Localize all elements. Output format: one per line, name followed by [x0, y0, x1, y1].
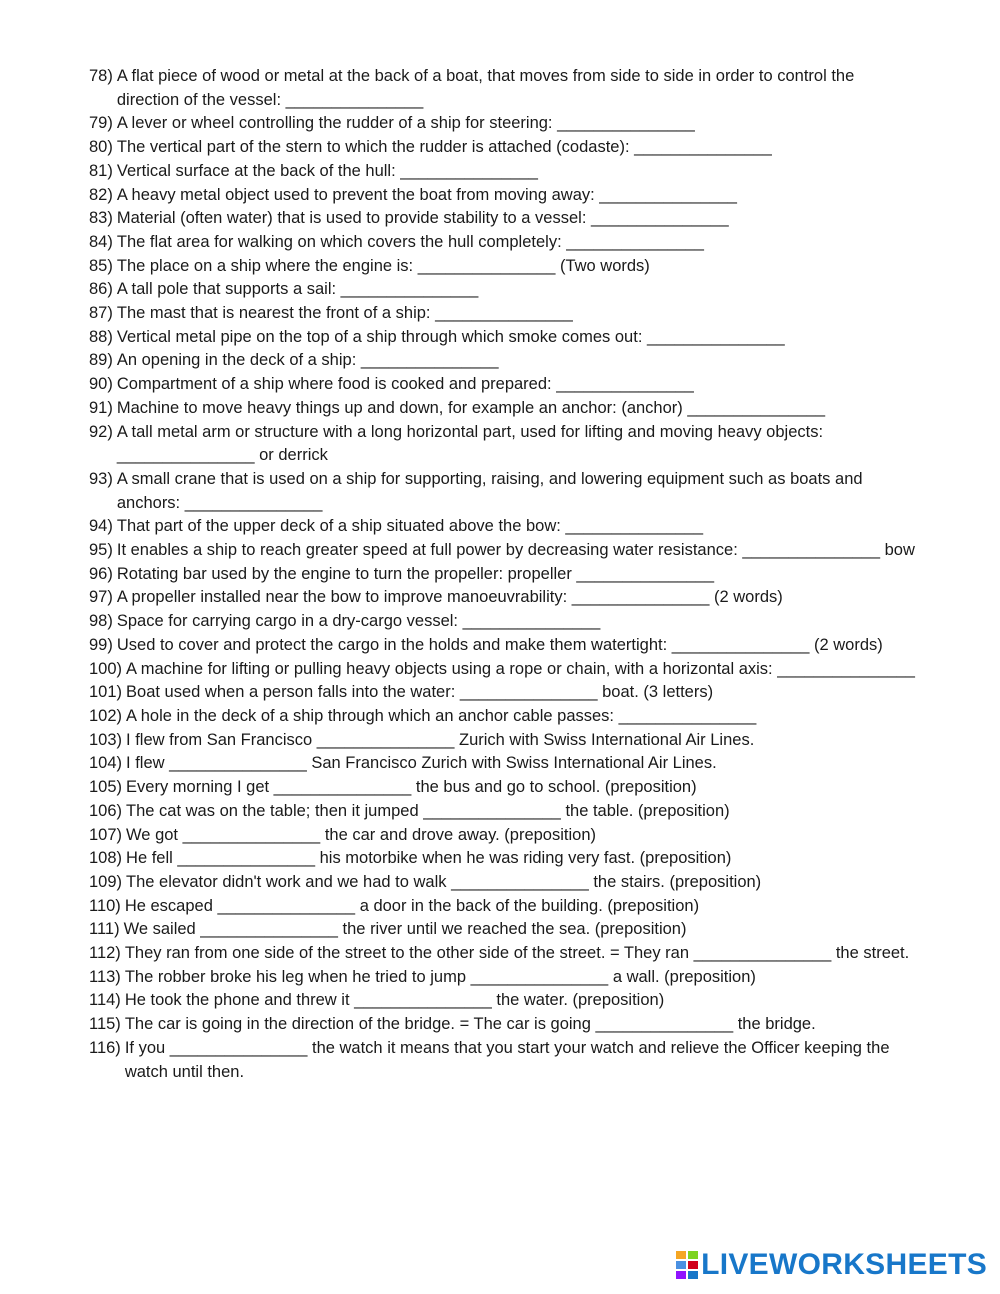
question-text: A tall pole that supports a sail: _______________: [116, 280, 479, 299]
question-number: 93): [89, 469, 113, 488]
question-text: The robber broke his leg when he tried to jump _______________ a wall. (preposition): [124, 967, 756, 986]
question-number: 89): [89, 351, 113, 370]
question-text: A propeller installed near the bow to improve manoeuvrability: _______________ (2 words): [116, 588, 783, 607]
question-number: 100): [89, 659, 123, 678]
question-text: The car is going in the direction of the bridge. = The car is going _______________ the bridge.: [124, 1015, 816, 1034]
question-item: [89, 278, 919, 302]
question-item: [89, 681, 919, 705]
question-text: Used to cover and protect the cargo in the holds and make them watertight: _______________ (2 words): [116, 635, 883, 654]
question-item: [89, 160, 919, 184]
question-number: 87): [89, 304, 113, 323]
liveworksheets-logo-icon: [676, 1251, 698, 1279]
question-text: Machine to move heavy things up and down, for example an anchor: (anchor) _______________: [116, 398, 825, 417]
question-text: The elevator didn't work and we had to walk _______________ the stairs. (preposition): [126, 872, 762, 891]
question-item: [89, 705, 919, 729]
question-item: [89, 800, 919, 824]
question-text: It enables a ship to reach greater speed at full power by decreasing water resistance: _______________ bow: [116, 541, 915, 560]
question-text: A machine for lifting or pulling heavy objects using a rope or chain, with a horizontal axis: _______________: [126, 659, 915, 678]
liveworksheets-logo[interactable]: [676, 1248, 987, 1282]
question-number: 104): [89, 754, 123, 773]
question-text: An opening in the deck of a ship: _______________: [116, 351, 499, 370]
question-number: 101): [89, 683, 123, 702]
question-text: A hole in the deck of a ship through which an anchor cable passes: _______________: [126, 706, 757, 725]
question-text: We sailed _______________ the river until we reached the sea. (preposition): [123, 920, 687, 939]
question-item: [89, 231, 919, 255]
question-number: 102): [89, 706, 123, 725]
question-text: Material (often water) that is used to provide stability to a vessel: _______________: [116, 209, 729, 228]
question-item: [89, 634, 919, 658]
question-number: 114): [89, 991, 121, 1010]
question-item: [89, 776, 919, 800]
question-text: I flew from San Francisco _______________ Zurich with Swiss International Air Lines.: [126, 730, 755, 749]
question-item: [89, 871, 919, 895]
question-text: If you _______________ the watch it means that you start your watch and relieve the Officer keeping the watch until then.: [124, 1038, 890, 1081]
question-text: The flat area for walking on which covers the hull completely: _______________: [116, 232, 704, 251]
question-item: [89, 942, 919, 966]
question-number: 91): [89, 398, 113, 417]
question-item: [89, 207, 919, 231]
question-item: [89, 373, 919, 397]
question-item: [89, 255, 919, 279]
question-item: [89, 515, 919, 539]
question-text: He took the phone and threw it _______________ the water. (preposition): [124, 991, 665, 1010]
question-item: [89, 184, 919, 208]
question-item: [89, 989, 919, 1013]
question-text: A lever or wheel controlling the rudder of a ship for steering: _______________: [116, 114, 695, 133]
question-number: 109): [89, 872, 123, 891]
question-item: [89, 824, 919, 848]
question-list: [89, 65, 919, 1084]
question-item: [89, 136, 919, 160]
question-item: [89, 1013, 919, 1037]
question-text: They ran from one side of the street to the other side of the street. = They ran _______________ the street.: [124, 944, 910, 963]
question-item: [89, 729, 919, 753]
question-item: [89, 112, 919, 136]
question-item: [89, 586, 919, 610]
question-item: [89, 65, 919, 112]
question-number: 113): [89, 967, 121, 986]
question-number: 78): [89, 67, 113, 85]
question-text: A flat piece of wood or metal at the back of a boat, that moves from side to side in order to control the direction of the vessel: _______________: [116, 67, 855, 109]
question-number: 80): [89, 138, 113, 157]
question-item: [89, 421, 919, 468]
question-text: Every morning I get _______________ the bus and go to school. (preposition): [126, 778, 697, 797]
question-text: Vertical metal pipe on the top of a ship through which smoke comes out: _______________: [116, 327, 785, 346]
question-item: [89, 966, 919, 990]
question-number: 115): [89, 1015, 121, 1034]
question-number: 81): [89, 161, 113, 180]
question-number: 111): [89, 920, 120, 939]
question-item: [89, 326, 919, 350]
question-number: 108): [89, 849, 123, 868]
question-text: He escaped _______________ a door in the back of the building. (preposition): [124, 896, 700, 915]
question-item: [89, 610, 919, 634]
question-item: [89, 658, 919, 682]
question-number: 92): [89, 422, 113, 441]
question-item: [89, 847, 919, 871]
question-text: Rotating bar used by the engine to turn the propeller: propeller _______________: [116, 564, 715, 583]
question-text: He fell _______________ his motorbike when he was riding very fast. (preposition): [126, 849, 732, 868]
question-item: [89, 1037, 919, 1084]
logo-text: LIVEWORKSHEETS: [701, 1248, 987, 1281]
question-item: [89, 539, 919, 563]
question-text: Space for carrying cargo in a dry-cargo vessel: _______________: [116, 612, 601, 631]
question-text: That part of the upper deck of a ship situated above the bow: _______________: [116, 517, 704, 536]
question-number: 106): [89, 801, 123, 820]
question-text: A small crane that is used on a ship for supporting, raising, and lowering equipment such as boats and anchors: _______________: [116, 469, 863, 512]
question-number: 79): [89, 114, 113, 133]
question-number: 94): [89, 517, 113, 536]
question-item: [89, 302, 919, 326]
question-number: 110): [89, 896, 121, 915]
question-text: A heavy metal object used to prevent the boat from moving away: _______________: [116, 185, 737, 204]
question-number: 116): [89, 1038, 121, 1057]
question-number: 82): [89, 185, 113, 204]
question-number: 112): [89, 944, 121, 963]
question-number: 98): [89, 612, 113, 631]
question-number: 84): [89, 232, 113, 251]
question-text: The cat was on the table; then it jumped _______________ the table. (preposition): [126, 801, 730, 820]
question-number: 97): [89, 588, 113, 607]
question-item: [89, 918, 919, 942]
question-item: [89, 752, 919, 776]
question-text: Boat used when a person falls into the water: _______________ boat. (3 letters): [126, 683, 714, 702]
question-number: 96): [89, 564, 113, 583]
question-number: 86): [89, 280, 113, 299]
question-number: 103): [89, 730, 123, 749]
question-item: [89, 895, 919, 919]
question-number: 88): [89, 327, 113, 346]
question-number: 95): [89, 541, 113, 560]
question-text: We got _______________ the car and drove away. (preposition): [126, 825, 596, 844]
question-item: [89, 349, 919, 373]
question-item: [89, 563, 919, 587]
question-text: I flew _______________ San Francisco Zurich with Swiss International Air Lines.: [126, 754, 717, 773]
question-number: 90): [89, 375, 113, 394]
question-number: 83): [89, 209, 113, 228]
question-text: Vertical surface at the back of the hull: _______________: [116, 161, 538, 180]
question-text: A tall metal arm or structure with a long horizontal part, used for lifting and moving heavy objects: _______________ or derrick: [116, 422, 824, 465]
question-text: The mast that is nearest the front of a ship: _______________: [116, 304, 573, 323]
question-text: The place on a ship where the engine is: _______________ (Two words): [116, 256, 650, 275]
question-item: [89, 397, 919, 421]
question-text: The vertical part of the stern to which the rudder is attached (codaste): _______________: [116, 138, 772, 157]
question-text: Compartment of a ship where food is cooked and prepared: _______________: [116, 375, 694, 394]
question-number: 107): [89, 825, 123, 844]
question-item: [89, 468, 919, 515]
question-number: 99): [89, 635, 113, 654]
question-number: 105): [89, 778, 123, 797]
question-number: 85): [89, 256, 113, 275]
